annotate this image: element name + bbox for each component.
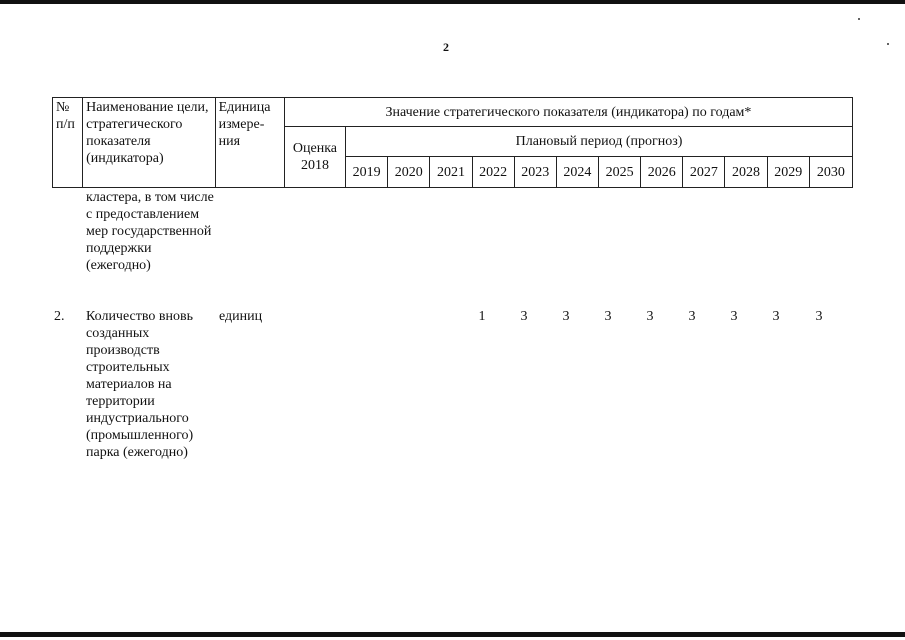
- year-2022: 2022: [472, 157, 514, 188]
- year-2020: 2020: [388, 157, 430, 188]
- year-2026: 2026: [641, 157, 683, 188]
- year-2019: 2019: [346, 157, 388, 188]
- year-2025: 2025: [599, 157, 641, 188]
- header-unit: Единица измере-ния: [215, 98, 284, 188]
- row2-value-2023: 3: [520, 309, 528, 324]
- year-2029: 2029: [767, 157, 809, 188]
- year-2023: 2023: [514, 157, 556, 188]
- year-2027: 2027: [683, 157, 725, 188]
- row2-unit: единиц: [219, 309, 263, 324]
- row2-value-2028: 3: [730, 309, 738, 324]
- header-values-by-year: Значение стратегического показателя (индикатора) по годам*: [284, 98, 852, 127]
- continuation-text: кластера, в том числе с предоставлением мер государственной поддержки (ежегодно): [86, 190, 214, 273]
- row2-value-2026: 3: [646, 309, 654, 324]
- scan-speck: [887, 43, 889, 45]
- scan-speck: [858, 18, 860, 20]
- row2-value-2025: 3: [604, 309, 612, 324]
- scan-border-top: [0, 0, 905, 4]
- row2-value-2022: 1: [478, 309, 486, 324]
- row2-value-2024: 3: [562, 309, 570, 324]
- row2-name: Количество вновь созданных производств строительных материалов на территории индустриального (промышленного) парка (ежегодно): [86, 309, 194, 460]
- header-num: № п/п: [53, 98, 83, 188]
- header-name: Наименование цели, стратегического показателя (индикатора): [83, 98, 215, 188]
- row2-value-2029: 3: [772, 309, 780, 324]
- indicator-table-header: [52, 97, 853, 188]
- header-plan-period: Плановый период (прогноз): [346, 127, 853, 157]
- year-2024: 2024: [556, 157, 598, 188]
- year-2030: 2030: [809, 157, 852, 188]
- header-estimate: Оценка 2018: [284, 127, 345, 188]
- year-2021: 2021: [430, 157, 472, 188]
- year-2028: 2028: [725, 157, 767, 188]
- page-number: 2: [443, 40, 449, 54]
- scan-border-bottom: [0, 632, 905, 637]
- row2-value-2027: 3: [688, 309, 696, 324]
- row2-num: 2.: [54, 309, 65, 324]
- row2-value-2030: 3: [815, 309, 823, 324]
